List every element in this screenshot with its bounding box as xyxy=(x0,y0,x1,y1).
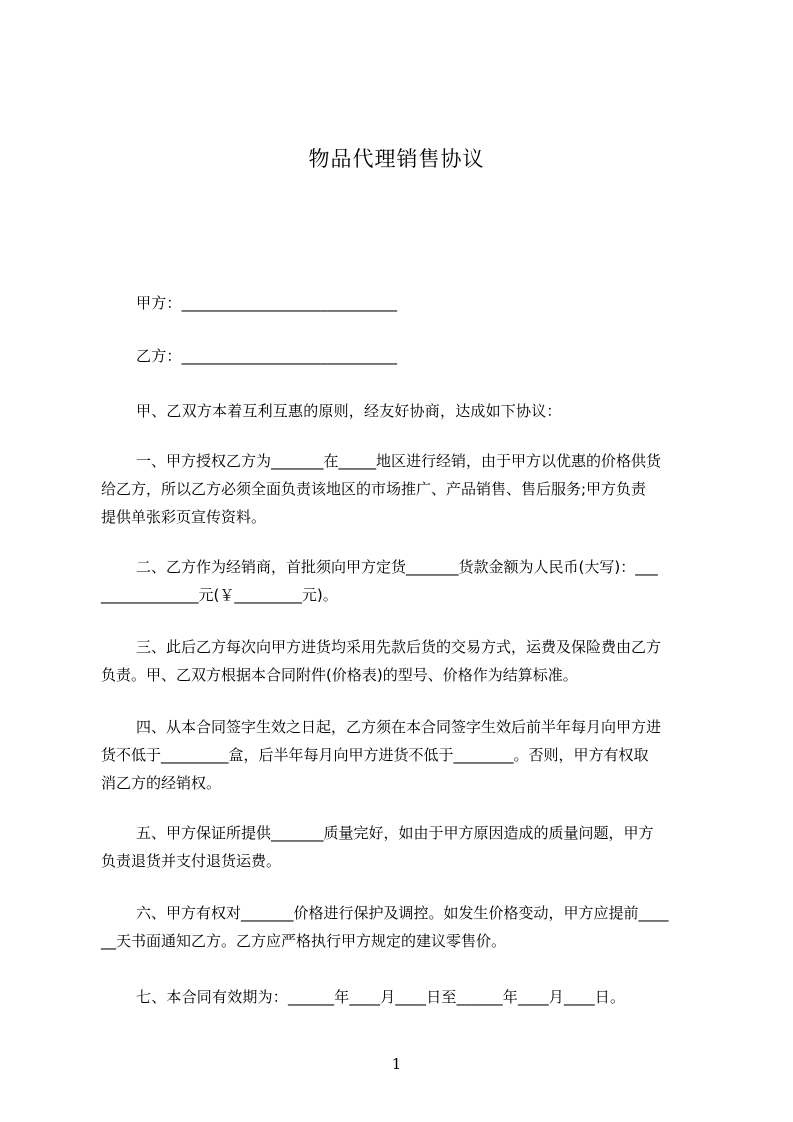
clause-2 xyxy=(101,553,701,609)
clause-4-line-1: 四、从本合同签字生效之日起，乙方须在本合同签字生效后前半年每月向甲方进 xyxy=(136,718,662,736)
clause-2-line-1: 二、乙方作为经销商，首批须向甲方定货_______货款金额为人民币(大写)：___ xyxy=(136,558,658,576)
clause-6 xyxy=(101,899,701,955)
clause-6-line-2: __天书面通知乙方。乙方应严格执行甲方规定的建议零售价。 xyxy=(101,932,507,950)
clause-4 xyxy=(101,713,701,797)
clause-1-line-1: 一、甲方授权乙方为_______在_____地区进行经销，由于甲方以优惠的价格供货 xyxy=(136,452,662,470)
clause-5-line-1: 五、甲方保证所提供_______质量完好，如由于甲方原因造成的质量问题，甲方 xyxy=(136,824,654,842)
clause-4-line-3: 消乙方的经销权。 xyxy=(101,774,222,792)
clause-5-line-2: 负责退货并支付退货运费。 xyxy=(101,852,282,870)
clause-7: 七、本合同有效期为：______年____月____日至______年____月____日。 xyxy=(136,988,626,1006)
clause-3-line-1: 三、此后乙方每次向甲方进货均采用先款后货的交易方式，运费及保险费由乙方 xyxy=(136,638,662,656)
clause-3-line-2: 负责。甲、乙双方根据本合同附件(价格表)的型号、价格作为结算标准。 xyxy=(101,666,578,684)
clause-5 xyxy=(101,819,701,875)
intro-paragraph: 甲、乙双方本着互利互惠的原则，经友好协商，达成如下协议： xyxy=(136,402,562,420)
clause-1-line-3: 提供单张彩页宣传资料。 xyxy=(101,508,267,526)
clause-1-line-2: 给乙方，所以乙方必须全面负责该地区的市场推广、产品销售、售后服务;甲方负责 xyxy=(101,480,647,498)
party-b-line: 乙方：____________________________ xyxy=(136,347,398,365)
clause-2-line-2: _____________元(￥_________元)。 xyxy=(101,586,338,604)
page-number: 1 xyxy=(391,1055,402,1073)
clause-4-line-2: 货不低于_________盒，后半年每月向甲方进货不低于________。否则，甲方有权取 xyxy=(101,746,649,764)
document-title: 物品代理销售协议 xyxy=(308,147,485,171)
clause-1 xyxy=(101,447,701,531)
clause-3 xyxy=(101,633,701,689)
clause-6-line-1: 六、甲方有权对_______价格进行保护及调控。如发生价格变动，甲方应提前____ xyxy=(136,904,669,922)
party-a-line: 甲方：____________________________ xyxy=(136,294,398,312)
